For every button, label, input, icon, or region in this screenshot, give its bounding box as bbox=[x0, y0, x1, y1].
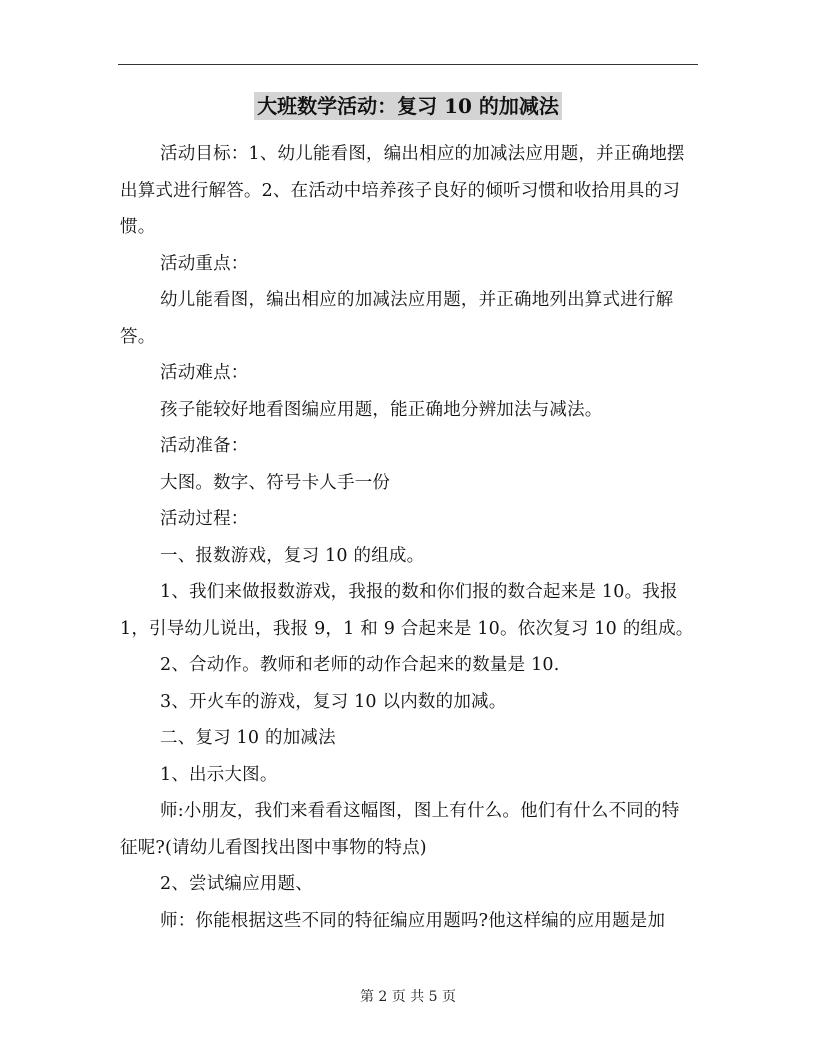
paragraph-prep: 大图。数字、符号卡人手一份 bbox=[160, 472, 391, 493]
paragraph-section-2: 二、复习 10 的加减法 bbox=[160, 728, 336, 748]
paragraph-step-1: 1、我们来做报数游戏，我报的数和你们报的数合起来是 10。我报 1，引导幼儿说出，我报 9，1 和 9 合起来是 10。依次复习 10 的组成。 bbox=[120, 582, 694, 639]
paragraph-section-1: 一、报数游戏，复习 10 的组成。 bbox=[160, 545, 425, 566]
page-footer: 第 2 页 共 5 页 bbox=[359, 989, 457, 1005]
document-title: 大班数学活动：复习 10 的加减法 bbox=[254, 92, 562, 120]
document-body bbox=[120, 136, 696, 939]
header-rule bbox=[118, 64, 698, 65]
title-container bbox=[118, 92, 698, 120]
paragraph-prep-heading: 活动准备： bbox=[160, 436, 249, 456]
paragraph-step-2: 2、合动作。教师和老师的动作合起来的数量是 10. bbox=[160, 655, 560, 675]
paragraph-teacher-1: 师:小朋友，我们来看看这幅图，图上有什么。他们有什么不同的特征呢?(请幼儿看图找出图中事物的特点) bbox=[120, 801, 680, 858]
paragraph-teacher-2: 师：你能根据这些不同的特征编应用题吗?他这样编的应用题是加 bbox=[160, 910, 666, 931]
paragraph-difficulty-heading: 活动难点： bbox=[160, 363, 249, 383]
paragraph-step-4: 1、出示大图。 bbox=[160, 764, 278, 785]
paragraph-focus-heading: 活动重点： bbox=[160, 253, 249, 274]
paragraph-goals: 活动目标：1、幼儿能看图，编出相应的加减法应用题，并正确地摆出算式进行解答。2、在活动中培养孩子良好的倾听习惯和收拾用具的习惯。 bbox=[120, 144, 685, 237]
paragraph-difficulty: 孩子能较好地看图编应用题，能正确地分辨加法与减法。 bbox=[160, 399, 603, 420]
paragraph-step-3: 3、开火车的游戏，复习 10 以内数的加减。 bbox=[160, 691, 507, 712]
paragraph-step-5: 2、尝试编应用题、 bbox=[160, 874, 313, 894]
paragraph-focus: 幼儿能看图，编出相应的加减法应用题，并正确地列出算式进行解答。 bbox=[120, 290, 674, 347]
paragraph-process-heading: 活动过程： bbox=[160, 509, 249, 529]
